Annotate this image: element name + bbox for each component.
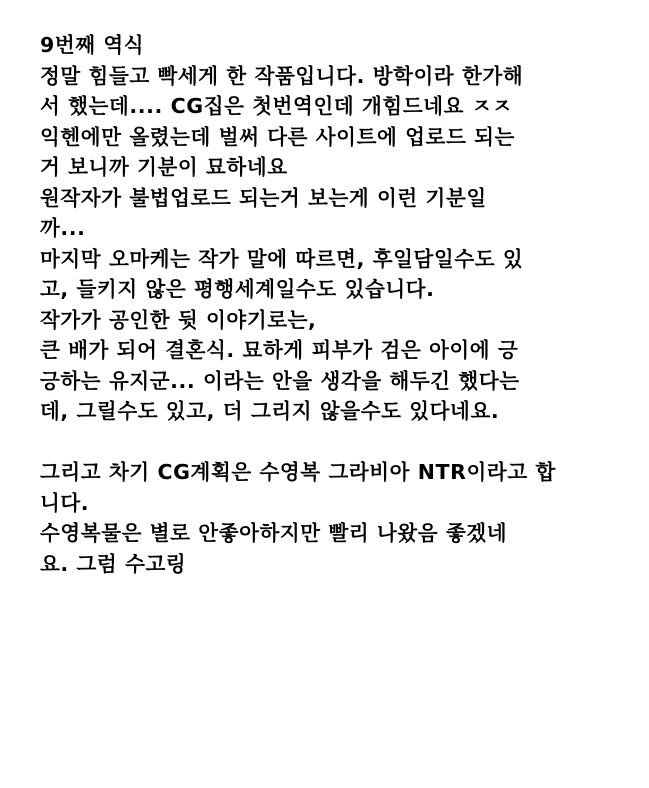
note-line: 마지막 오마케는 작가 말에 따르면, 후일담일수도 있 — [40, 246, 524, 271]
note-line: 요. 그럼 수고링 — [40, 551, 187, 576]
note-line: 서 했는데.... CG집은 첫번역인데 개힘드네요 ㅈㅈ — [40, 94, 513, 118]
note-line: 긍하는 유지군... 이라는 안을 생각을 해두긴 했다는 — [40, 368, 520, 393]
note-line: 니다. — [40, 490, 90, 515]
note-line: 원작자가 불법업로드 되는거 보는게 이런 기분일 — [40, 185, 487, 210]
note-line: 데, 그릴수도 있고, 더 그리지 않을수도 있다네요. — [40, 399, 500, 423]
blank-line — [40, 427, 630, 458]
note-line: 거 보니까 기분이 묘하네요 — [40, 155, 288, 179]
note-line: 작가가 공인한 뒷 이야기로는, — [40, 307, 317, 332]
note-line: 정말 힘들고 빡세게 한 작품입니다. 방학이라 한가해 — [40, 63, 524, 88]
translator-note — [40, 30, 630, 579]
note-line: 그리고 차기 CG계획은 수영복 그라비아 NTR이라고 합 — [40, 460, 556, 484]
note-line: 까... — [40, 216, 86, 240]
note-line: 고, 들키지 않은 평행세계일수도 있습니다. — [40, 277, 435, 301]
note-line: 익헨에만 올렸는데 벌써 다른 사이트에 업로드 되는 — [40, 124, 515, 149]
note-line: 수영복물은 별로 안좋아하지만 빨리 나왔음 좋겠네 — [40, 521, 508, 545]
note-line: 큰 배가 되어 결혼식. 묘하게 피부가 검은 아이에 긍 — [40, 338, 519, 362]
note-title: 9번째 역식 — [40, 33, 145, 57]
